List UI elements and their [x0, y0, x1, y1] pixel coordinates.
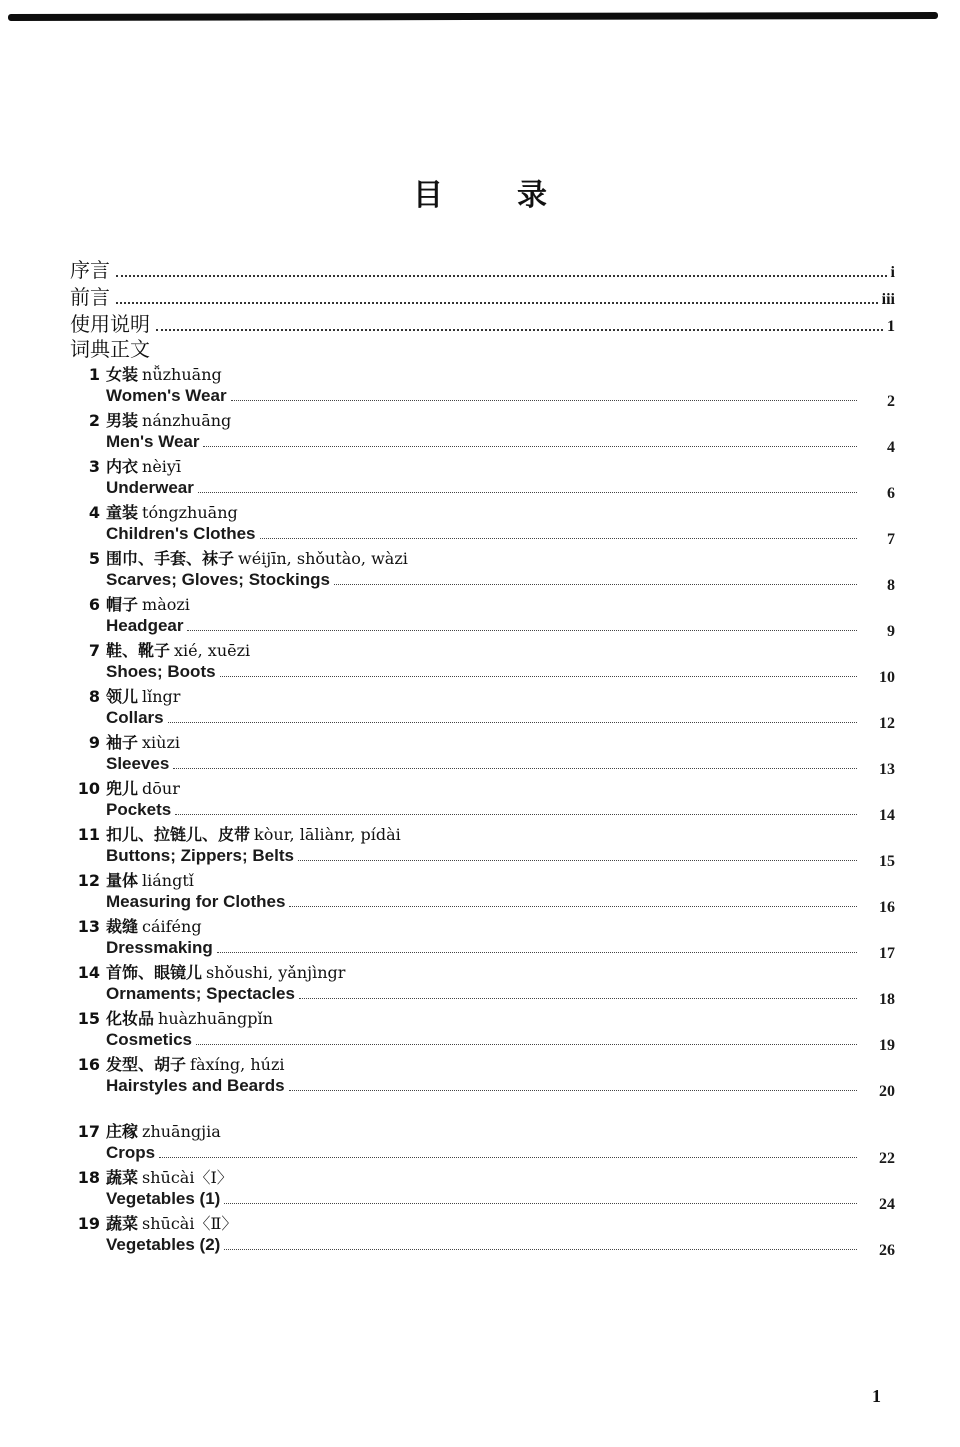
entry-pinyin: cáiféng: [142, 917, 202, 936]
toc-entry[interactable]: [70, 455, 895, 501]
entry-english: Crops: [106, 1143, 156, 1162]
entry-number: 14: [77, 963, 100, 982]
entry-english-line: [70, 478, 895, 501]
dot-leader: [217, 952, 857, 953]
entry-hanzi: 内衣: [106, 457, 139, 476]
entry-pinyin: dōur: [142, 779, 180, 798]
entry-english-line: [70, 524, 895, 547]
toc-front-matter-preface[interactable]: [70, 254, 895, 281]
dot-leader: [196, 1044, 857, 1045]
entry-chinese-line: [70, 823, 895, 846]
dot-leader: [231, 400, 857, 401]
entry-page-number: 14: [879, 807, 895, 824]
entry-pinyin: shǒushi, yǎnjìngr: [206, 963, 346, 982]
dot-leader: [289, 906, 857, 907]
entry-pinyin: màozi: [142, 595, 190, 614]
section-heading: 词典正文: [70, 337, 150, 361]
toc-entry[interactable]: [70, 915, 895, 961]
entry-english: Vegetables (1): [106, 1189, 221, 1208]
entry-english: Collars: [106, 708, 164, 727]
entry-number: 7: [88, 641, 100, 660]
dot-leader: [220, 676, 857, 677]
entry-hanzi: 袖子: [106, 733, 139, 752]
entry-page-number: 18: [879, 991, 895, 1008]
entry-pinyin: nánzhuāng: [142, 411, 232, 430]
entry-pinyin: kòur, lāliànr, pídài: [254, 825, 401, 844]
toc-entries-group-1: [70, 363, 895, 1099]
entry-chinese-line: [70, 455, 895, 478]
entry-pinyin: xié, xuēzi: [174, 641, 251, 660]
dot-leader: [175, 814, 857, 815]
entry-hanzi: 化妆品: [106, 1009, 155, 1028]
entry-hanzi: 领儿: [106, 687, 139, 706]
entry-page-number: 22: [879, 1150, 895, 1167]
entry-page-number: 19: [879, 1037, 895, 1054]
entry-hanzi: 围巾、手套、袜子: [106, 549, 235, 568]
toc-label: 使用说明: [70, 312, 150, 336]
entry-pinyin: shūcài〈Ⅰ〉: [142, 1168, 233, 1187]
entry-english-line: [70, 1030, 895, 1053]
entry-pinyin: shūcài〈Ⅱ〉: [142, 1214, 238, 1233]
entry-pinyin: huàzhuāngpǐn: [158, 1009, 273, 1028]
entry-english: Shoes; Boots: [106, 662, 216, 681]
toc-entry[interactable]: [70, 777, 895, 823]
entry-page-number: 20: [879, 1083, 895, 1100]
page-title: [0, 170, 960, 214]
dot-leader: [298, 860, 857, 861]
dot-leader: [224, 1203, 857, 1204]
entry-number: 15: [77, 1009, 100, 1028]
entry-hanzi: 庄稼: [106, 1122, 139, 1141]
dot-leader: [224, 1249, 857, 1250]
entry-chinese-line: [70, 915, 895, 938]
dot-leader: [116, 302, 878, 304]
entry-hanzi: 男装: [106, 411, 139, 430]
entry-english-line: [70, 662, 895, 685]
entry-chinese-line: [70, 547, 895, 570]
entry-english-line: [70, 570, 895, 593]
entry-number: 10: [77, 779, 100, 798]
entry-hanzi: 首饰、眼镜儿: [106, 963, 203, 982]
entry-chinese-line: [70, 1007, 895, 1030]
entry-chinese-line: [70, 409, 895, 432]
entry-number: 6: [88, 595, 100, 614]
entry-number: 9: [88, 733, 100, 752]
entry-page-number: 10: [879, 669, 895, 686]
entry-hanzi: 量体: [106, 871, 139, 890]
entry-english: Cosmetics: [106, 1030, 192, 1049]
entry-english-line: [70, 708, 895, 731]
toc-entry[interactable]: [70, 1120, 895, 1166]
entry-page-number: 12: [879, 715, 895, 732]
toc-entry[interactable]: [70, 1053, 895, 1099]
entry-english: Ornaments; Spectacles: [106, 984, 295, 1003]
title-char-1: 目: [413, 178, 443, 214]
entry-page-number: 7: [887, 531, 895, 548]
toc-entry[interactable]: [70, 501, 895, 547]
entry-hanzi: 扣儿、拉链儿、皮带: [106, 825, 251, 844]
dot-leader: [334, 584, 857, 585]
dot-leader: [203, 446, 857, 447]
dot-leader: [116, 275, 887, 277]
entry-number: 4: [88, 503, 100, 522]
entry-hanzi: 裁缝: [106, 917, 139, 936]
entry-hanzi: 帽子: [106, 595, 139, 614]
entry-number: 1: [88, 365, 100, 384]
entry-english-line: [70, 1235, 895, 1258]
entry-hanzi: 兜儿: [106, 779, 139, 798]
entry-chinese-line: [70, 869, 895, 892]
dot-leader: [173, 768, 857, 769]
entry-pinyin: zhuāngjia: [142, 1122, 221, 1141]
entry-chinese-line: [70, 961, 895, 984]
entry-chinese-line: [70, 593, 895, 616]
entry-english: Sleeves: [106, 754, 170, 773]
entry-english-line: [70, 846, 895, 869]
toc-entry[interactable]: [70, 823, 895, 869]
entry-page-number: 8: [887, 577, 895, 594]
entry-english: Women's Wear: [106, 386, 227, 405]
toc-entry[interactable]: [70, 1166, 895, 1212]
entry-page-number: 13: [879, 761, 895, 778]
entry-english-line: [70, 892, 895, 915]
toc-entries-group-2: [70, 1120, 895, 1258]
toc-entry[interactable]: [70, 1007, 895, 1053]
dot-leader: [289, 1090, 857, 1091]
entry-english: Headgear: [106, 616, 184, 635]
entry-number: 17: [77, 1122, 100, 1141]
entry-english-line: [70, 1143, 895, 1166]
entry-english: Measuring for Clothes: [106, 892, 286, 911]
entry-chinese-line: [70, 731, 895, 754]
entry-page-number: 17: [879, 945, 895, 962]
entry-english-line: [70, 800, 895, 823]
entry-pinyin: lǐngr: [142, 687, 181, 706]
entry-english-line: [70, 1076, 895, 1099]
toc-entry[interactable]: [70, 961, 895, 1007]
entry-english: Men's Wear: [106, 432, 200, 451]
entry-hanzi: 童装: [106, 503, 139, 522]
top-rule: [8, 12, 938, 21]
entry-chinese-line: [70, 1212, 895, 1235]
entry-number: 2: [88, 411, 100, 430]
entry-hanzi: 蔬菜: [106, 1168, 139, 1187]
dot-leader: [187, 630, 857, 631]
entry-page-number: 26: [879, 1242, 895, 1259]
entry-number: 19: [77, 1214, 100, 1233]
entry-number: 16: [77, 1055, 100, 1074]
toc-page-number: iii: [881, 291, 895, 308]
entry-english: Scarves; Gloves; Stockings: [106, 570, 330, 589]
toc-entry[interactable]: [70, 685, 895, 731]
entry-english-line: [70, 1189, 895, 1212]
entry-chinese-line: [70, 1053, 895, 1076]
toc-page-number: i: [890, 264, 895, 281]
entry-hanzi: 鞋、靴子: [106, 641, 171, 660]
entry-page-number: 4: [887, 439, 895, 456]
entry-hanzi: 蔬菜: [106, 1214, 139, 1233]
entry-english-line: [70, 984, 895, 1007]
entry-chinese-line: [70, 1166, 895, 1189]
entry-english-line: [70, 938, 895, 961]
entry-pinyin: xiùzi: [142, 733, 181, 752]
entry-page-number: 6: [887, 485, 895, 502]
toc-entry[interactable]: [70, 639, 895, 685]
entry-english-line: [70, 616, 895, 639]
entry-chinese-line: [70, 363, 895, 386]
entry-number: 5: [88, 549, 100, 568]
toc-entry[interactable]: [70, 593, 895, 639]
entry-pinyin: liángtǐ: [142, 871, 194, 890]
entry-english: Hairstyles and Beards: [106, 1076, 285, 1095]
entry-page-number: 16: [879, 899, 895, 916]
entry-chinese-line: [70, 501, 895, 524]
dot-leader: [168, 722, 857, 723]
toc-entry[interactable]: [70, 409, 895, 455]
entry-chinese-line: [70, 685, 895, 708]
entry-page-number: 9: [887, 623, 895, 640]
title-char-2: 录: [517, 178, 547, 214]
group-spacer: [70, 1099, 895, 1120]
entry-number: 8: [88, 687, 100, 706]
entry-chinese-line: [70, 1120, 895, 1143]
toc-label: 前言: [70, 285, 110, 309]
entry-english: Dressmaking: [106, 938, 213, 957]
entry-pinyin: nǚzhuāng: [142, 365, 222, 384]
toc-entry[interactable]: [70, 731, 895, 777]
entry-number: 11: [77, 825, 100, 844]
entry-number: 18: [77, 1168, 100, 1187]
entry-chinese-line: [70, 639, 895, 662]
entry-english: Vegetables (2): [106, 1235, 221, 1254]
entry-page-number: 24: [879, 1196, 895, 1213]
entry-page-number: 2: [887, 393, 895, 410]
entry-number: 3: [88, 457, 100, 476]
entry-number: 12: [77, 871, 100, 890]
toc-page-number: 1: [887, 318, 895, 335]
dot-leader: [198, 492, 857, 493]
entry-english-line: [70, 386, 895, 409]
footer-page-number: 1: [872, 1386, 881, 1406]
entry-pinyin: wéijīn, shǒutào, wàzi: [238, 549, 408, 568]
toc-front-matter-foreword[interactable]: [70, 281, 895, 308]
entry-english: Buttons; Zippers; Belts: [106, 846, 294, 865]
dot-leader: [260, 538, 857, 539]
toc-entry[interactable]: [70, 547, 895, 593]
entry-hanzi: 发型、胡子: [106, 1055, 187, 1074]
dot-leader: [299, 998, 857, 999]
entry-pinyin: tóngzhuāng: [142, 503, 238, 522]
entry-english-line: [70, 432, 895, 455]
entry-chinese-line: [70, 777, 895, 800]
entry-page-number: 15: [879, 853, 895, 870]
toc-front-matter-instructions[interactable]: [70, 308, 895, 335]
toc-entry[interactable]: [70, 869, 895, 915]
entry-number: 13: [77, 917, 100, 936]
toc-entry[interactable]: [70, 1212, 895, 1258]
entry-pinyin: fàxíng, húzi: [190, 1055, 285, 1074]
toc-label: 序言: [70, 258, 110, 282]
dot-leader: [156, 329, 883, 331]
entry-hanzi: 女装: [106, 365, 139, 384]
entry-english: Pockets: [106, 800, 172, 819]
entry-english-line: [70, 754, 895, 777]
entry-english: Children's Clothes: [106, 524, 256, 543]
toc-entry[interactable]: [70, 363, 895, 409]
entry-pinyin: nèiyī: [142, 457, 182, 476]
entry-english: Underwear: [106, 478, 194, 497]
table-of-contents: [70, 254, 895, 1258]
dot-leader: [159, 1157, 857, 1158]
